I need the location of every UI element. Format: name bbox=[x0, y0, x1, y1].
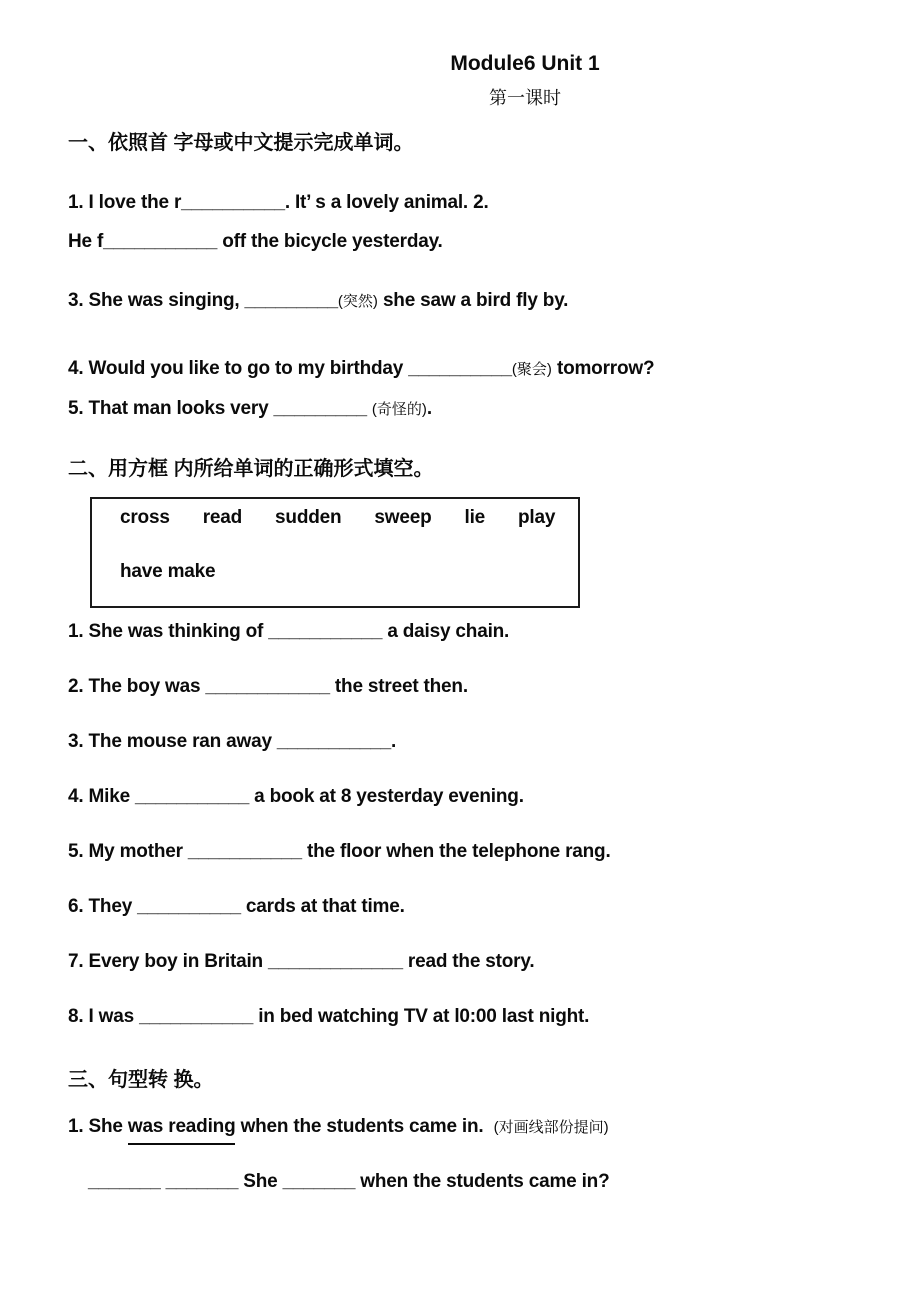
word-bank-word: cross bbox=[120, 507, 170, 528]
word-bank-word: sudden bbox=[275, 507, 342, 528]
sentence-text: she saw a bird fly by. bbox=[377, 290, 569, 311]
section2-heading: 二、用方框 内所给单词的正确形式填空。 bbox=[68, 458, 434, 480]
section2-item3: 3. The mouse ran away ___________. bbox=[68, 731, 397, 752]
chinese-hint: (突然) bbox=[337, 293, 378, 310]
word-bank-word: play bbox=[518, 507, 556, 528]
section2-item7: 7. Every boy in Britain _____________ read the story. bbox=[68, 951, 535, 972]
doc-title: Module6 Unit 1 bbox=[450, 52, 600, 75]
sentence-text: 4. Would you like to go to my birthday __________ bbox=[68, 358, 512, 379]
sentence-text: tomorrow? bbox=[551, 358, 655, 379]
section2-item8: 8. I was ___________ in bed watching TV at l0:00 last night. bbox=[68, 1006, 590, 1027]
section1-item5 bbox=[68, 398, 432, 420]
section2-item5: 5. My mother ___________ the floor when the telephone rang. bbox=[68, 841, 611, 862]
sentence-text: 1. She bbox=[68, 1116, 128, 1137]
section2-item6: 6. They __________ cards at that time. bbox=[68, 896, 405, 917]
word-bank-box bbox=[90, 497, 580, 608]
chinese-hint: (奇怪的) bbox=[371, 401, 427, 418]
word-bank-word: read bbox=[202, 507, 243, 528]
sentence-text: . bbox=[426, 398, 433, 419]
section1-item4 bbox=[68, 358, 654, 380]
sentence-text: 3. She was singing, _________ bbox=[68, 290, 338, 311]
underlined-phrase: was reading bbox=[128, 1116, 236, 1145]
word-bank-word: sweep bbox=[374, 507, 432, 528]
section3-answer-line: _______ _______ She _______ when the students came in? bbox=[88, 1171, 610, 1192]
chinese-hint: (对画线部份提问) bbox=[493, 1119, 609, 1136]
section1-heading: 一、依照首 字母或中文提示完成单词。 bbox=[68, 132, 414, 154]
section1-item1-line2: He f___________ off the bicycle yesterday. bbox=[68, 231, 443, 252]
section1-item1-line1: 1. I love the r__________. It’ s a lovely animal. 2. bbox=[68, 192, 489, 213]
chinese-hint: (聚会) bbox=[511, 361, 552, 378]
section2-item1: 1. She was thinking of ___________ a daisy chain. bbox=[68, 621, 510, 642]
sentence-text: 5. That man looks very _________ bbox=[68, 398, 372, 419]
section2-item2: 2. The boy was ____________ the street then. bbox=[68, 676, 468, 697]
section3-item1 bbox=[68, 1116, 609, 1138]
word-bank-row2: have make bbox=[120, 561, 216, 582]
section2-item4: 4. Mike ___________ a book at 8 yesterday evening. bbox=[68, 786, 524, 807]
section1-item3 bbox=[68, 290, 568, 312]
section3-heading: 三、句型转 换。 bbox=[68, 1069, 214, 1091]
sentence-text: when the students came in. bbox=[235, 1116, 494, 1137]
word-bank-word: lie bbox=[464, 507, 486, 528]
doc-subtitle: 第一课时 bbox=[489, 88, 561, 108]
word-bank-row1 bbox=[120, 507, 555, 529]
